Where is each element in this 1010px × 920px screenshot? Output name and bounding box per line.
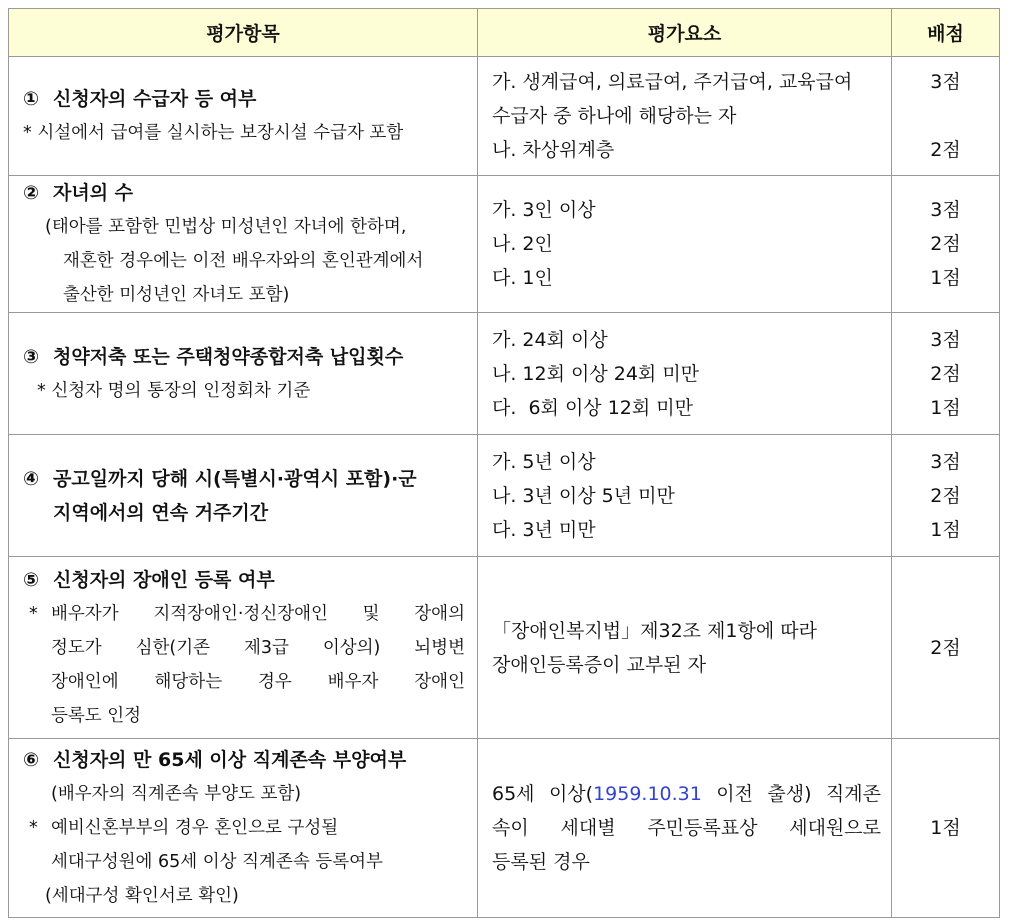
item-paren-note: (태아를 포함한 민법상 미성년인 자녀에 한하며, 재혼한 경우에는 이전 배우자와의 혼인관계에서 출산한 미성년인 자녀도 포함) (45, 217, 424, 305)
item-note: * 예비신혼부부의 경우 혼인으로 구성될 세대구성원에 65세 이상 직계존속 등록여부 (세대구성 확인서로 확인) (29, 818, 383, 906)
table-row (9, 176, 1000, 313)
item-title: ⑥ 신청자의 만 65세 이상 직계존속 부양여부 (23, 749, 407, 771)
element-cell: 가. 3인 이상 나. 2인 다. 1인 (478, 176, 892, 313)
item-cell (9, 176, 478, 313)
header-item: 평가항목 (9, 9, 478, 57)
element-cell: 가. 5년 이상 나. 3년 이상 5년 미만 다. 3년 미만 (478, 435, 892, 557)
table-row (9, 57, 1000, 176)
item-paren-note: (배우자의 직계존속 부양도 포함) (51, 784, 302, 804)
item-cell (9, 313, 478, 435)
item-cell (9, 57, 478, 176)
element-cell: 가. 24회 이상 나. 12회 이상 24회 미만 다. 6회 이상 12회 미만 (478, 313, 892, 435)
item-title-cont: 지역에서의 연속 거주기간 (53, 501, 269, 524)
item-cell (9, 739, 478, 918)
item-title: ③ 청약저축 또는 주택청약종합저축 납입횟수 (23, 345, 404, 368)
score-cell: 1점 (892, 739, 1000, 918)
item-title: ④ 공고일까지 당해 시(특별시·광역시 포함)·군 (23, 467, 417, 490)
score-cell: 3점 2점 1점 (892, 435, 1000, 557)
score-cell: 3점 2점 (892, 57, 1000, 176)
item-note: * 신청자 명의 통장의 인정회차 기준 (37, 380, 311, 401)
item-note: * 시설에서 급여를 실시하는 보장시설 수급자 포함 (23, 123, 404, 143)
table-row (9, 557, 1000, 739)
header-element: 평가요소 (478, 9, 892, 57)
element-cell: 가. 생계급여, 의료급여, 주거급여, 교육급여 수급자 중 하나에 해당하는 자 나. 차상위계층 (478, 57, 892, 176)
table-row (9, 739, 1000, 918)
header-score: 배점 (892, 9, 1000, 57)
item-cell (9, 557, 478, 739)
score-cell: 3점 2점 1점 (892, 313, 1000, 435)
element-cell: 65세 이상(1959.10.31 이전 출생) 직계존 속이 세대별 주민등록표상 세대원으로 등록된 경우 (478, 739, 892, 918)
birth-date: 1959.10.31 (593, 783, 702, 805)
header-row (9, 9, 1000, 57)
evaluation-table (8, 8, 1000, 918)
item-note: * 배우자가 지적장애인·정신장애인 및 장애의 정도가 심한(기존 제3급 이상의) 뇌병변 장애인에 해당하는 경우 배우자 장애인 등록도 인정 (29, 603, 465, 726)
item-title: ① 신청자의 수급자 등 여부 (23, 88, 257, 110)
table-row (9, 435, 1000, 557)
table-row (9, 313, 1000, 435)
score-cell: 3점 2점 1점 (892, 176, 1000, 313)
item-title: ② 자녀의 수 (23, 182, 134, 204)
element-cell: 「장애인복지법」제32조 제1항에 따라 장애인등록증이 교부된 자 (478, 557, 892, 739)
score-cell: 2점 (892, 557, 1000, 739)
item-title: ⑤ 신청자의 장애인 등록 여부 (23, 568, 275, 591)
item-cell (9, 435, 478, 557)
